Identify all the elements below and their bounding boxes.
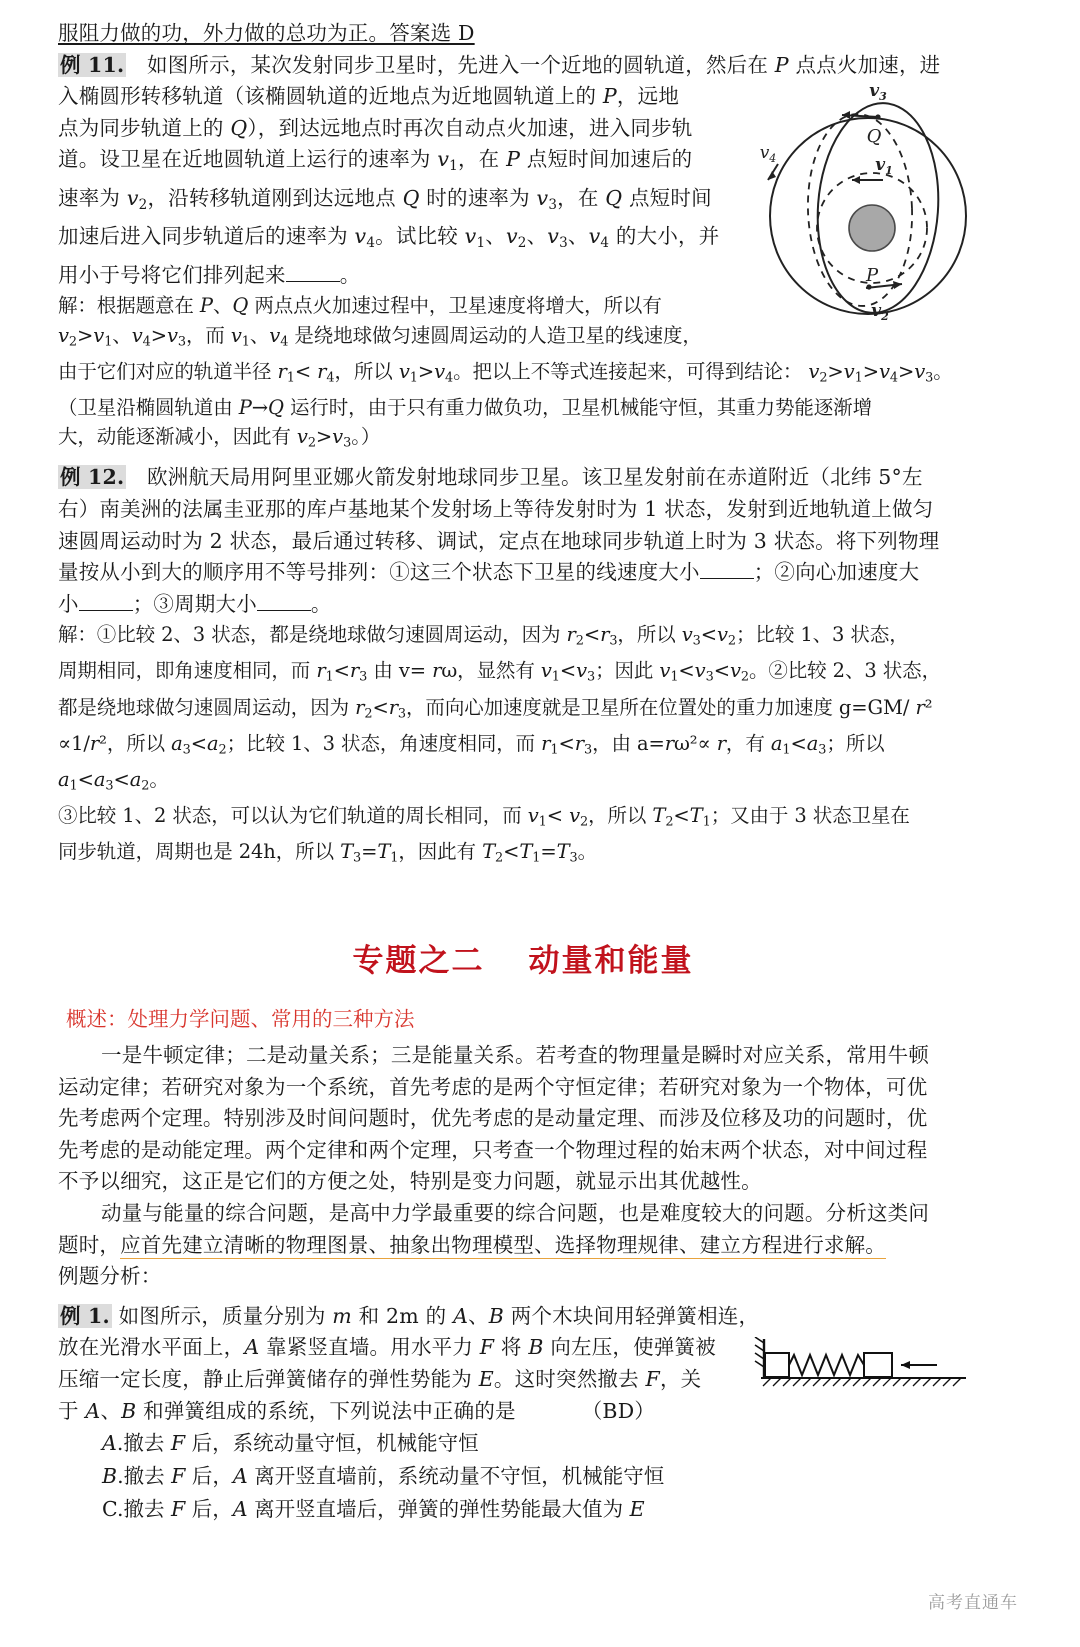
example-11-solution-3: （卫星沿椭圆轨道由 P→Q 运行时，由于只有重力做负功，卫星机械能守恒，其重力势能逐渐增 — [58, 395, 872, 419]
carryover-line: 服阻力做的功，外力做的总功为正。答案选 D — [58, 21, 475, 45]
overview-p2-lead: 题时， — [58, 1232, 121, 1257]
example-11-line-5: 加速后进入同步轨道后的速率为 $v_4$。试比较 $v_1$、$v_2$、$v_3$、$v_4$ 的大小，并 — [58, 224, 720, 251]
overview-p1-line-2: 先考虑两个定理。特别涉及时间问题时，优先考虑的是动量定理、而涉及位移及功的问题时，优 — [58, 1106, 928, 1131]
example-1-choice-a: A.撤去 F 后，系统动量守恒，机械能守恒 — [102, 1431, 479, 1456]
point-q-dot — [875, 114, 880, 119]
example-11-solution-1: $v_2>v_1$、$v_4>v_3$，而 $v_1$、$v_4$ 是绕地球做匀速圆周运动的人造卫星的线速度， — [58, 323, 702, 350]
example-12-tag: 例 12. — [60, 465, 125, 490]
v4-arrow-head — [768, 171, 776, 180]
example-12-line-1: 右）南美洲的法属圭亚那的库卢基地某个发射场上等待发射时为 1 状态，发射到近地轨道上做匀 — [58, 496, 934, 521]
example-11-solution-4: 大，动能逐渐减小，因此有 $v_2>v_3$。） — [58, 425, 381, 451]
example-11-solution-2: 由于它们对应的轨道半径 $r_1< r_4$，所以 $v_1>v_4$。把以上不等式连接起来，可得到结论： $v_2>v_1>v_4>v_3$。 — [58, 359, 953, 386]
example-1-body-0: 如图所示，质量分别为 m 和 2m 的 A、B 两个木块间用轻弹簧相连， — [118, 1303, 760, 1328]
example-1-text — [58, 1301, 760, 1427]
overview-heading: 概述：处理力学问题、常用的三种方法 — [66, 1007, 415, 1031]
example-11-line-4: 速率为 $v_2$，沿转移轨道刚到达远地点 Q 时的速率为 $v_3$，在 Q 点短时间 — [58, 185, 712, 213]
example-11-tag: 例 11. — [60, 52, 125, 77]
example-12-line-4: 小 ；③周期大小 。 — [58, 591, 332, 616]
example-1-line-3 — [58, 1396, 748, 1428]
example-12-body-0: 欧洲航天局用阿里亚娜火箭发射地球同步卫星。该卫星发射前在赤道附近（北纬 5°左 — [147, 465, 923, 490]
example-11-body-0: 如图所示，某次发射同步卫星时，先进入一个近地的圆轨道，然后在 P 点点火加速，进 — [147, 52, 941, 77]
example-11-line-6: 用小于号将它们排列起来 。 — [58, 262, 361, 287]
example-11-text — [58, 50, 941, 357]
block-a-rect — [765, 1353, 789, 1377]
spring-coil — [789, 1355, 864, 1375]
ground-hatching — [763, 1378, 961, 1386]
overview-p1-line-0: 一是牛顿定律；二是动量关系；三是能量关系。若考查的物理量是瞬时对应关系，常用牛顿 — [101, 1043, 930, 1067]
fill-blank[interactable] — [286, 261, 340, 281]
example-11-line-3: 道。设卫星在近地圆轨道上运行的速率为 $v_1$，在 P 点短时间加速后的 — [58, 147, 693, 175]
example-11-block — [58, 50, 988, 459]
orbit-diagram-svg — [756, 76, 996, 326]
overview-p2-underlined: 应首先建立清晰的物理图景、抽象出物理模型、选择物理规律、建立方程进行求解。 — [120, 1232, 887, 1257]
overview-paragraph-1 — [58, 1040, 988, 1198]
example-11-line-2: 点为同步轨道上的 Q），到达远地点时再次自动点火加速，进入同步轨 — [58, 115, 693, 140]
wall-hatch-1 — [755, 1337, 764, 1343]
label-v4: $v_4$ — [759, 142, 777, 165]
example-12-line-0 — [58, 462, 988, 494]
overview-p1-line-1: 运动定律；若研究对象为一个系统，首先考虑的是两个守恒定律；若研究对象为一个物体，可优 — [58, 1074, 928, 1099]
wall-hatch-2 — [755, 1345, 764, 1351]
example-1-line-2: 压缩一定长度，静止后弹簧储存的弹性势能为 E。这时突然撤去 F，关 — [58, 1366, 702, 1391]
analysis-label: 例题分析： — [58, 1264, 162, 1289]
topic-label: 专题之二 — [352, 943, 485, 979]
watermark: 高考直通车 — [928, 1593, 1018, 1613]
example-12-line-3: 量按从小到大的顺序用不等号排列：①这三个状态下卫星的线速度大小 ；②向心加速度大 — [58, 560, 920, 585]
topic-name: 动量和能量 — [528, 943, 694, 979]
example-1-choice-c: C.撤去 F 后，A 离开竖直墙后，弹簧的弹性势能最大值为 E — [102, 1497, 645, 1522]
label-v3: $v_3$ — [869, 80, 887, 103]
label-p: P — [865, 264, 879, 286]
earth-body — [849, 205, 895, 251]
example-12-solution-4: ③比较 1、2 状态，可以认为它们轨道的周长相同，而 $v_1< v_2$，所以 $T_2<T_1$；又由于 3 状态卫星在 — [58, 803, 910, 830]
overview-p1-line-3: 先考虑的是动能定理。两个定律和两个定理，只考查一个物理过程的始末两个状态，对中间过程 — [58, 1137, 928, 1162]
example-12-solution-0: 解：①比较 2、3 状态，都是绕地球做匀速圆周运动，因为 $r_2<r_3$，所以 $v_3<v_2$；比较 1、3 状态， — [58, 623, 909, 649]
overview-p2-line-0: 动量与能量的综合问题，是高中力学最重要的综合问题，也是难度较大的问题。分析这类问 — [101, 1200, 930, 1225]
label-v1: $v_1$ — [875, 154, 893, 177]
overview-paragraph-2 — [58, 1198, 988, 1261]
example-1-body-3: 于 A、B 和弹簧组成的系统，下列说法中正确的是 — [58, 1398, 516, 1423]
block-b-rect — [864, 1353, 892, 1377]
example-11-line-1: 入椭圆形转移轨道（该椭圆轨道的近地点为近地圆轨道上的 P，远地 — [58, 84, 680, 109]
example-12-solution-1: 周期相同，即角速度相同，而 $r_1<r_3$ 由 v= rω，显然有 $v_1<v_3$；因此 $v_1<v_3<v_2$。②比较 2、3 状态， — [58, 659, 941, 686]
topic-title — [58, 935, 988, 980]
fill-blank[interactable] — [700, 559, 754, 579]
page-content — [58, 18, 988, 1526]
overview-p1-line-4: 不予以细究，这正是它们的方便之处，特别是变力问题，就显示出其优越性。 — [58, 1169, 762, 1194]
spring-block-diagram — [751, 1337, 976, 1399]
label-q: Q — [866, 125, 882, 147]
example-1-tag: 例 1. — [60, 1303, 110, 1328]
example-1-line-0 — [58, 1301, 760, 1333]
overview-p2-line-1 — [58, 1230, 988, 1262]
fill-blank[interactable] — [257, 590, 311, 610]
example-12-solution-5: 同步轨道，周期也是 24h，所以 $T_3=T_1$，因此有 $T_2<T_1=T_3$。 — [58, 839, 598, 866]
wall-hatch-4 — [755, 1361, 764, 1367]
spring-block-svg — [751, 1337, 976, 1399]
orbit-diagram — [756, 76, 996, 326]
example-1-answer: （BD） — [581, 1398, 656, 1423]
example-12-solution-2: 都是绕地球做匀速圆周运动，因为 $r_2<r_3$，而向心加速度就是卫星所在位置处的重力加速度 g=GM/ r² — [58, 695, 933, 722]
example-1-line-1: 放在光滑水平面上，A 靠紧竖直墙。用水平力 F 将 B 向左压，使弹簧被 — [58, 1335, 716, 1360]
example-1-choice-b: B.撤去 F 后，A 离开竖直墙前，系统动量不守恒，机械能守恒 — [102, 1464, 665, 1489]
label-v2: $v_2$ — [871, 300, 889, 323]
example-11-solution-0: 解：根据题意在 P、Q 两点点火加速过程中，卫星速度将增大，所以有 — [58, 294, 662, 318]
example-12-block — [58, 462, 988, 873]
example-1-block — [58, 1301, 988, 1526]
force-arrow-head — [901, 1361, 910, 1369]
example-12-solution-3: ∝1/r²，所以 $a_3<a_2$；比较 1、3 状态，角速度相同，而 $r_1<r_3$，由 a=rω²∝ r，有 $a_1<a_3$；所以 $a_1<a_3<a_2$。 — [58, 731, 885, 794]
wall-hatch-3 — [755, 1353, 764, 1359]
fill-blank[interactable] — [79, 590, 133, 610]
example-12-line-2: 速圆周运动时为 2 状态，最后通过转移、调试，定点在地球同步轨道上时为 3 状态。将下列物理 — [58, 528, 940, 553]
